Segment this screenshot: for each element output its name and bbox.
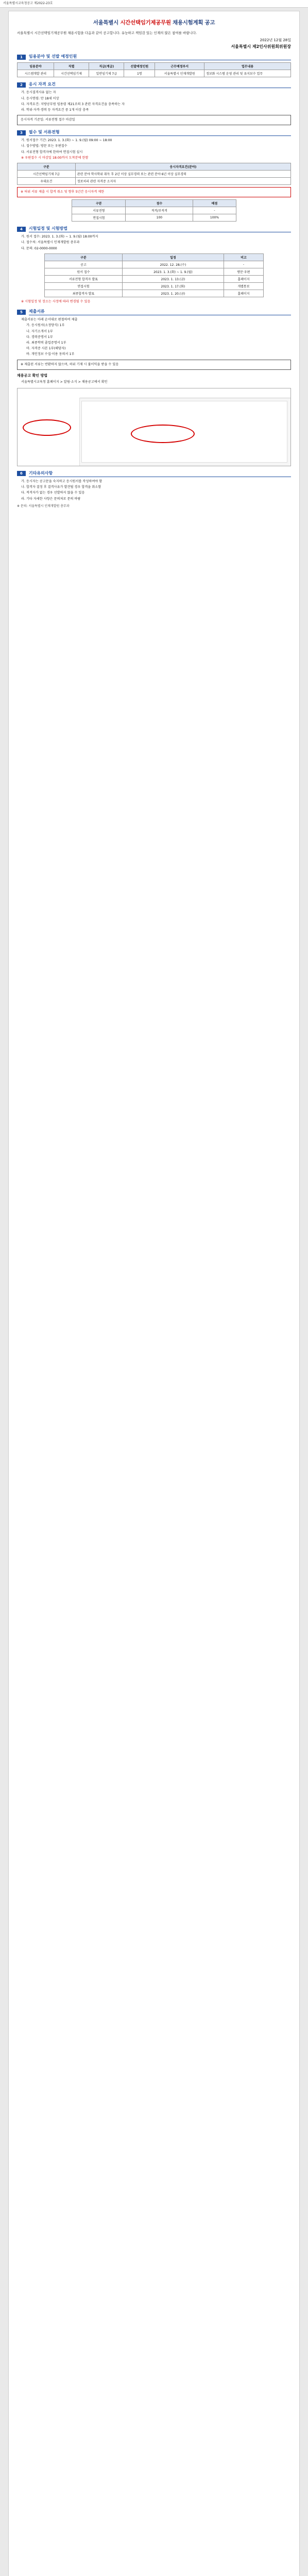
qualification-table: [17, 163, 291, 185]
text: 100: [126, 214, 193, 222]
section-5: [17, 309, 291, 466]
date: 2022년 12월 28일: [260, 38, 291, 43]
text: 원서 접수: [45, 268, 123, 275]
text: 나. 응시연령: 만 18세 이상: [21, 96, 59, 100]
document-page: [8, 11, 300, 2576]
text: 다. 적격자가 없는 경우 선발하지 않을 수 있음: [21, 491, 85, 495]
text: 2022. 12. 28.(수): [122, 261, 224, 268]
text: 나. 접수처: 서울특별시 인재개발원 총무과: [21, 241, 80, 245]
text: -: [193, 207, 236, 214]
intro-text: 서울특별시 시간선택임기제공무원 채용시험을 다음과 같이 공고합니다. 유능하고 책임감 있는 인재의 많은 참여를 바랍니다.: [17, 31, 197, 35]
text: 직렬: [54, 63, 89, 70]
text: 서류전형: [72, 207, 126, 214]
text: 다. 서류전형 합격자에 한하여 면접시험 실시: [21, 150, 83, 154]
text: 구분: [45, 253, 123, 261]
text: 구분: [18, 163, 76, 171]
section-title: 임용분야 및 선발 예정인원: [29, 54, 291, 60]
text: 적격/부적격: [126, 207, 193, 214]
text: 2023. 1. 17.(화): [122, 282, 224, 290]
text: 5: [17, 310, 26, 315]
text: 홈페이지: [224, 275, 264, 282]
text: 홈페이지: [224, 290, 264, 297]
text: 시간선택임기제 7급: [18, 171, 76, 178]
section-6: [17, 470, 291, 508]
text: 응시자격요건(분야): [75, 163, 290, 171]
text: ※ 우편접수 시 마감일 18:00까지 도착분에 한함: [21, 156, 89, 160]
text: 가. 원서 접수: 2023. 1. 3.(화) ~ 1. 9.(월) 18:00까지: [21, 235, 98, 239]
text: 서류전형 합격자 발표: [45, 275, 123, 282]
text: 관련 분야 학사학위 취득 후 2년 이상 실무경력 또는 관련 분야 6년 이상 실무경력: [75, 171, 290, 178]
text: 면접시험: [45, 282, 123, 290]
text: ※ 제출된 서류는 반환하지 않으며, 허위 기재 시 불이익을 받을 수 있음: [17, 360, 291, 370]
text: 배점: [193, 200, 236, 207]
text: 마. 자격증 사본 1부(해당자): [26, 347, 66, 351]
text: 개별통보: [224, 282, 264, 290]
text: 서울특별시: [93, 20, 121, 26]
text: 정보화 시스템 운영 관리 및 유지보수 업무: [204, 70, 291, 77]
text: 바. 개인정보 수집·이용 동의서 1부: [26, 352, 75, 357]
text: 근무예정부서: [155, 63, 204, 70]
text: 2023. 1. 3.(화) ~ 1. 9.(월): [122, 268, 224, 275]
text: 시험일정 및 시험방법: [29, 226, 291, 232]
text: 일반임기제 7급: [89, 70, 124, 77]
text: 면접시험: [72, 214, 126, 222]
text: 6: [17, 471, 26, 476]
text: 가. 응시원서(소정양식) 1부: [26, 324, 65, 328]
schedule-table: [44, 253, 264, 297]
text: ※ 문의: 서울특별시 인재개발원 총무과: [17, 504, 70, 508]
section-3: [17, 129, 291, 222]
text: 3: [17, 130, 26, 135]
text: 가. 원서접수 기간: 2023. 1. 3.(화) ~ 1. 9.(월) 09:00 ~ 18:00: [21, 139, 112, 143]
text: 시간선택임기제공무원: [120, 20, 171, 26]
text: ※ 시험일정 및 장소는 사정에 따라 변경될 수 있음: [21, 299, 91, 303]
text: 시간선택임기제: [54, 70, 89, 77]
text: 나. 접수방법: 방문 또는 우편접수: [21, 144, 67, 148]
text: 라. 최종학력 졸업증명서 1부: [26, 341, 66, 345]
section-2: [17, 81, 291, 125]
section-1: [17, 54, 291, 77]
text: 1명: [124, 70, 155, 77]
text: 나. 자기소개서 1부: [26, 329, 53, 333]
subsection-title: 채용공고 확인 방법: [17, 373, 47, 378]
text: 정보처리 관련 자격증 소지자: [75, 178, 290, 185]
text: 방문·우편: [224, 268, 264, 275]
text: 직급(계급): [89, 63, 124, 70]
text: 최종합격자 발표: [45, 290, 123, 297]
text: 2023. 1. 13.(금): [122, 275, 224, 282]
text: 가. 응시자는 공고문을 숙지하고 응시원서를 작성하여야 함: [21, 479, 102, 483]
score-table: [72, 199, 236, 222]
text: 선발예정인원: [124, 63, 155, 70]
text: 점수: [126, 200, 193, 207]
text: 가. 응시결격사유 없는 자: [21, 91, 56, 95]
text: 라. 기타 자세한 사항은 문의처로 문의 바람: [21, 497, 81, 501]
text: 다. 경력증명서 1부: [26, 335, 53, 339]
text: 우대요건: [18, 178, 76, 185]
text: 시스템개발 관리: [18, 70, 54, 77]
text: 업무내용: [204, 63, 291, 70]
text: 임용분야: [18, 63, 54, 70]
issuer: 서울특별시 제2인사위원회위원장: [231, 44, 291, 49]
text: 응시 자격 요건: [29, 81, 291, 88]
website-screenshot: [17, 388, 291, 466]
notice-box: 응시자격 기준일: 서류전형 접수 마감일: [17, 115, 291, 125]
text: 제출서류는 아래 순서대로 편철하여 제출: [21, 318, 78, 322]
page-title: [17, 19, 291, 26]
text: 서울특별시교육청 홈페이지 > 알림·소식 > 채용공고에서 확인: [21, 380, 108, 384]
text: 채용시험계획 공고: [170, 20, 215, 26]
text: 다. 자격요건: 지방공무원 임용령 제21조의 3 관련 자격요건을 충족하는 자: [21, 102, 125, 106]
text: 공고: [45, 261, 123, 268]
section-number: 1: [17, 55, 26, 60]
text: 구분: [72, 200, 126, 207]
text: 나. 합격자 결정 후 결격사유가 발견될 경우 합격을 취소함: [21, 485, 101, 489]
text: 필수 및 서류전형: [29, 129, 291, 136]
text: 일정: [122, 253, 224, 261]
text: 4: [17, 227, 26, 232]
text: 100%: [193, 214, 236, 222]
text: 2023. 1. 20.(금): [122, 290, 224, 297]
text: -: [224, 261, 264, 268]
text: 기타유의사항: [29, 470, 291, 477]
recruitment-table: [17, 62, 291, 77]
text: 제출서류: [29, 309, 291, 315]
text: 라. 학위·자격·경력 등 자격요건 중 1개 이상 충족: [21, 108, 89, 112]
text: 비고: [224, 253, 264, 261]
text: 서울특별시 인재개발원: [155, 70, 204, 77]
text: 다. 문의: 02-0000-0000: [21, 246, 57, 250]
text: 2: [17, 82, 26, 88]
top-bar: 서울특별시교육청공고 제2022-23호: [0, 0, 308, 8]
warning-box: ※ 허위 서류 제출 시 합격 취소 및 향후 5년간 응시자격 제한: [17, 187, 291, 197]
section-4: [17, 226, 291, 304]
